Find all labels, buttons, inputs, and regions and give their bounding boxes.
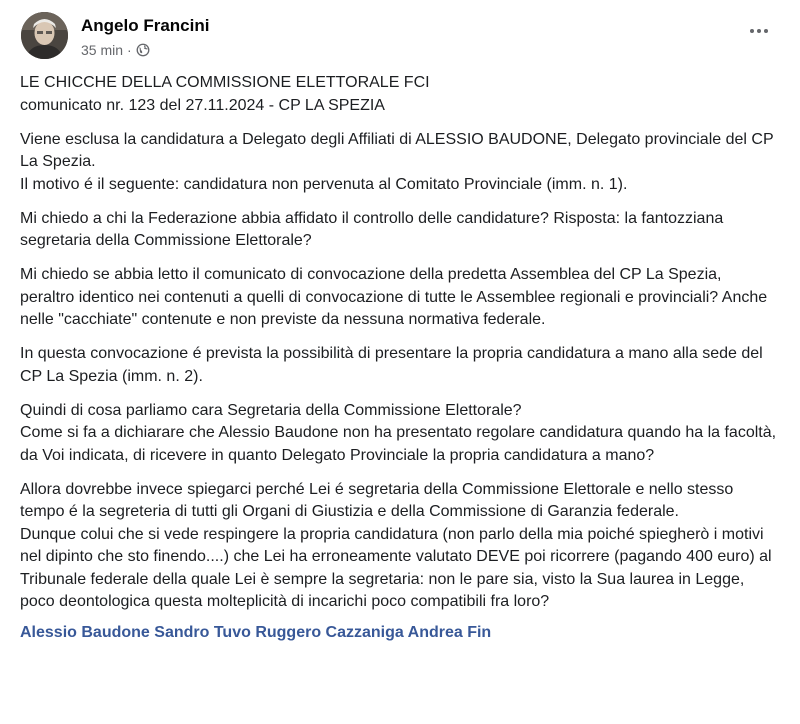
post-body	[20, 72, 780, 645]
post-paragraph: Quindi di cosa parliamo cara Segretaria della Commissione Elettorale? Come si fa a dichiarare che Alessio Baudone non ha presentato regolare candidatura quando ha la facoltà, da Voi indicata, di ricevere in quanto Delegato Provinciale la propria candidatura a mano?	[20, 401, 777, 464]
post-paragraph: Mi chiedo a chi la Federazione abbia affidato il controllo delle candidature? Risposta: la fantozziana segretaria della Commissione Elettorale?	[20, 209, 724, 249]
post-paragraph: LE CHICCHE DELLA COMMISSIONE ELETTORALE FCI comunicato nr. 123 del 27.11.2024 - CP LA SPEZIA	[20, 74, 430, 114]
tag-link[interactable]: Andrea Fin	[407, 624, 492, 641]
author-name[interactable]: Angelo Francini	[81, 16, 210, 35]
post-header	[0, 0, 800, 72]
tag-link[interactable]: Alessio Baudone	[20, 624, 150, 641]
tagged-people	[20, 622, 780, 645]
post-paragraph: Allora dovrebbe invece spiegarci perché Lei é segretaria della Commissione Elettorale e nello stesso tempo é la segreteria di tutti gli Organi di Giustizia e della Commissione di Garanzia federale. Dunque colui che si vede respingere la propria candidatura (non parlo della mia poiché spiegherò i motivi nel dipinto che sto finendo....) che Lei ha erroneamente valutato DEVE poi ricorrere (pagando 400 euro) al Tribunale federale della quale Lei è sempre la segretaria: non le pare sia, visto la Sua laurea in Legge, poco deontologica questa molteplicità di incarichi poco compatibili fra loro?	[20, 480, 772, 610]
post-time[interactable]: 35 min	[81, 42, 124, 58]
post-paragraph: In questa convocazione é prevista la possibilità di presentare la propria candidatura a mano alla sede del CP La Spezia (imm. n. 2).	[20, 345, 763, 385]
post-paragraph: Mi chiedo se abbia letto il comunicato di convocazione della predetta Assemblea del CP La Spezia, peraltro identico nei contenuti a quelli di convocazione di tutte le Assemblee regionali e provinciali? Anche nelle "cacchiate" contenute e non previste da nessuna normativa federale.	[20, 266, 768, 328]
post-meta	[81, 42, 150, 58]
meta-separator: ·	[127, 42, 132, 58]
tag-link[interactable]: Ruggero Cazzaniga	[255, 624, 404, 641]
globe-icon[interactable]	[136, 43, 150, 57]
post-paragraph: Viene esclusa la candidatura a Delegato degli Affiliati di ALESSIO BAUDONE, Delegato provinciale del CP La Spezia. Il motivo é il seguente: candidatura non pervenuta al Comitato Provinciale (imm. n. 1).	[20, 130, 774, 193]
more-options-icon[interactable]	[750, 24, 772, 38]
avatar[interactable]	[21, 12, 68, 59]
tag-link[interactable]: Sandro Tuvo	[154, 624, 251, 641]
